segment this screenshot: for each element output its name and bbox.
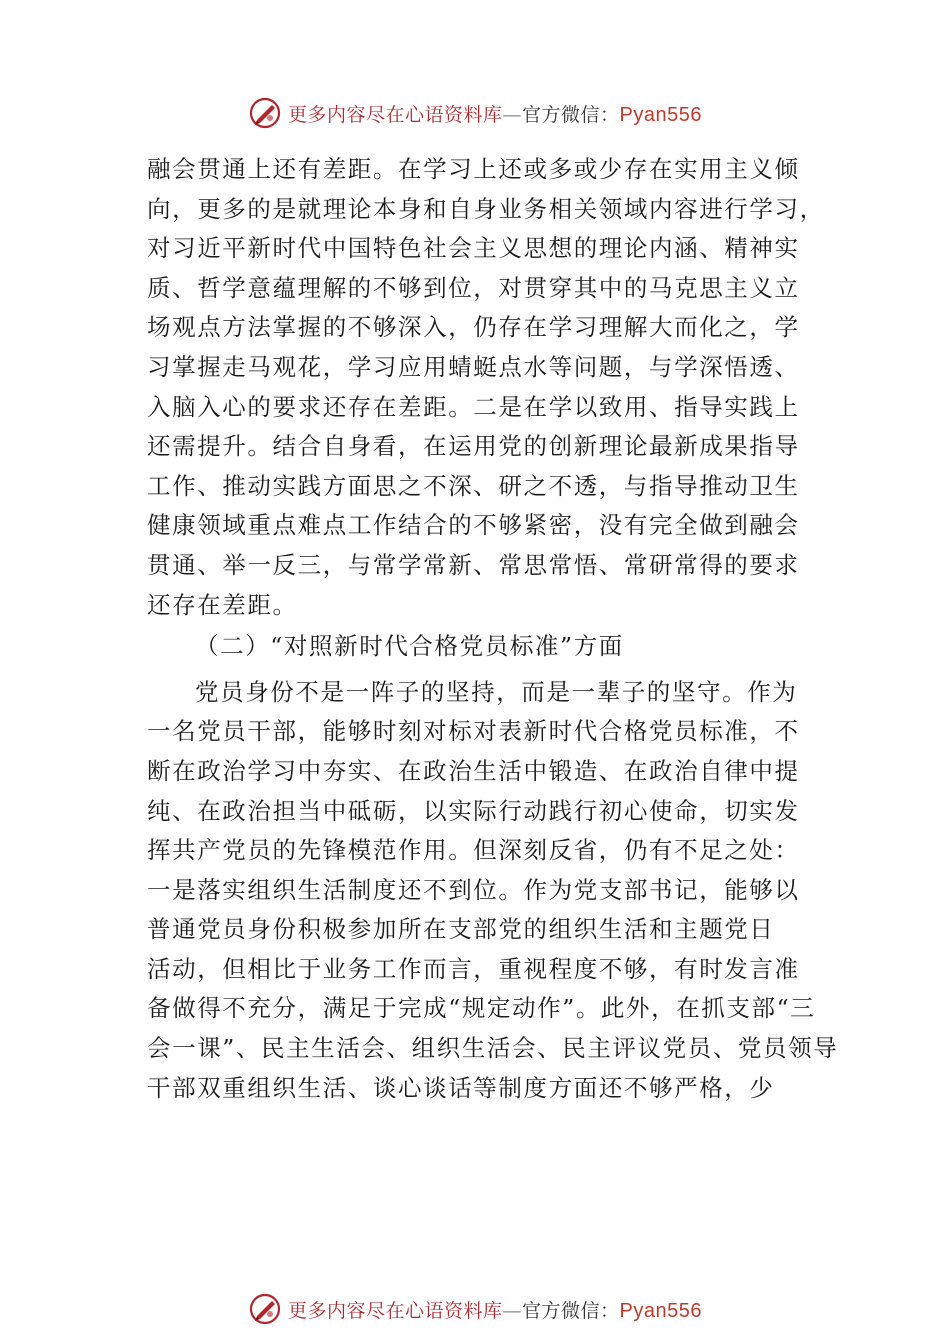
body-line: 对习近平新时代中国特色社会主义思想的理论内涵、精神实 — [147, 234, 800, 263]
banner-separator: — — [502, 103, 523, 126]
body-line: 贯通、举一反三，与常学常新、常思常悟、常研常得的要求 — [147, 550, 800, 579]
body-line: 健康领域重点难点工作结合的不够紧密，没有完全做到融会 — [147, 511, 800, 540]
header-banner — [0, 93, 950, 133]
body-line: 还存在差距。 — [147, 590, 298, 619]
body-line: 活动，但相比于业务工作而言，重视程度不够，有时发言准 — [147, 954, 800, 983]
body-line: 挥共产党员的先锋模范作用。但深刻反省，仍有不足之处： — [147, 836, 800, 865]
section-heading: （二）“对照新时代合格党员标准”方面 — [195, 632, 624, 661]
body-line: 备做得不充分，满足于完成“规定动作”。此外，在抓支部“三 — [147, 994, 816, 1023]
body-line: 向，更多的是就理论本身和自身业务相关领域内容进行学习， — [147, 194, 825, 223]
banner-text — [288, 1296, 702, 1323]
body-line: 一是落实组织生活制度还不到位。作为党支部书记，能够以 — [147, 875, 800, 904]
footer-banner — [0, 1289, 950, 1329]
body-line: 入脑入心的要求还存在差距。二是在学以致用、指导实践上 — [147, 392, 800, 421]
body-line: 纯、在政治担当中砥砺，以实际行动践行初心使命，切实发 — [147, 796, 800, 825]
body-line: 场观点方法掌握的不够深入，仍存在学习理解大而化之，学 — [147, 313, 800, 342]
body-line: 干部双重组织生活、谈心谈话等制度方面还不够严格，少 — [147, 1073, 775, 1102]
banner-text — [288, 100, 702, 127]
body-line: 断在政治学习中夯实、在政治生活中锻造、在政治自律中提 — [147, 756, 800, 785]
body-line: 质、哲学意蕴理解的不够到位，对贯穿其中的马克思主义立 — [147, 273, 800, 302]
banner-wechat-label: 官方微信： — [522, 103, 620, 126]
pen-seal-logo-icon — [248, 96, 282, 130]
banner-separator: — — [502, 1299, 523, 1322]
body-line: 融会贯通上还有差距。在学习上还或多或少存在实用主义倾 — [147, 155, 800, 183]
banner-wechat-id: Pyan556 — [619, 103, 702, 126]
pen-seal-logo-icon — [248, 1292, 282, 1326]
banner-wechat-label: 官方微信： — [522, 1299, 620, 1322]
body-line: 习掌握走马观花，学习应用蜻蜓点水等问题，与学深悟透、 — [147, 352, 800, 381]
banner-main-text: 更多内容尽在心语资料库 — [288, 103, 503, 126]
body-line: 还需提升。结合自身看，在运用党的创新理论最新成果指导 — [147, 432, 800, 461]
paragraph-first-line: 党员身份不是一阵子的坚持，而是一辈子的坚守。作为 — [195, 677, 798, 706]
body-line: 一名党员干部，能够时刻对标对表新时代合格党员标准，不 — [147, 717, 800, 746]
body-line: 工作、推动实践方面思之不深、研之不透，与指导推动卫生 — [147, 471, 800, 500]
banner-main-text: 更多内容尽在心语资料库 — [288, 1299, 503, 1322]
body-line: 会一课”、民主生活会、组织生活会、民主评议党员、党员领导 — [147, 1034, 839, 1063]
body-line: 普通党员身份积极参加所在支部党的组织生活和主题党日 — [147, 915, 775, 944]
document-body — [147, 150, 839, 1108]
banner-wechat-id: Pyan556 — [619, 1299, 702, 1322]
